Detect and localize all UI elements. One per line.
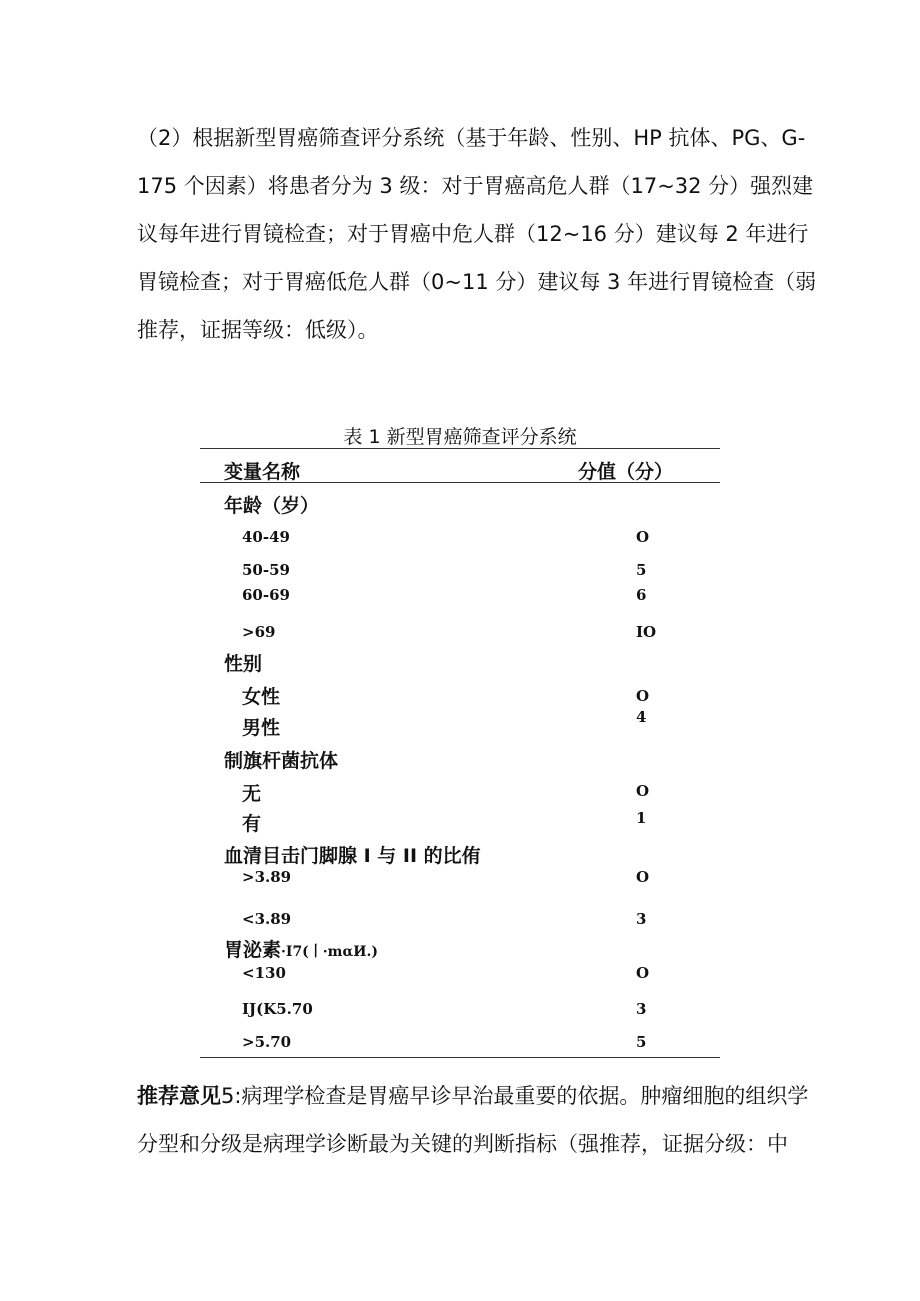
group-gastrin-unit: ·I7(丨·mαИ.) bbox=[281, 944, 378, 960]
table-row-value: IO bbox=[636, 623, 657, 641]
table-caption: 表 1 新型胃癌筛查评分系统 bbox=[343, 426, 577, 448]
table-row-label: 40-49 bbox=[242, 528, 290, 546]
table-row-label: 无 bbox=[242, 783, 262, 805]
table-row-label: 男性 bbox=[242, 717, 281, 739]
intro-line-3: 议每年进行胃镜检查；对于胃癌中危人群（12~16 分）建议每 2 年进行 bbox=[137, 222, 809, 246]
table-row-label: 50-59 bbox=[242, 561, 290, 579]
table-bottom-rule bbox=[200, 1057, 720, 1058]
intro-line-1: （2）根据新型胃癌筛查评分系统（基于年龄、性别、HP 抗体、PG、G- bbox=[137, 126, 806, 150]
table-row-value: 5 bbox=[636, 561, 647, 579]
table-row-label: 女性 bbox=[242, 686, 281, 708]
table-row-value: O bbox=[636, 964, 650, 982]
intro-line-5: 推荐，证据等级：低级）。 bbox=[137, 318, 379, 342]
table-row-label: 60-69 bbox=[242, 586, 290, 604]
recommendation-lead: 推荐意见 bbox=[137, 1084, 221, 1108]
recommendation-line-2: 分型和分级是病理学诊断最为关键的判断指标（强推荐，证据分级：中 bbox=[137, 1132, 788, 1156]
group-gastrin-name: 胃泌素 bbox=[224, 939, 282, 961]
table-row-value: 3 bbox=[636, 1000, 647, 1018]
table-row-value: 4 bbox=[636, 708, 647, 726]
table-row-label: <130 bbox=[242, 964, 286, 982]
group-gastrin bbox=[224, 935, 378, 962]
table-row-label: 有 bbox=[242, 813, 262, 835]
intro-line-4: 胃镜检查；对于胃癌低危人群（0~11 分）建议每 3 年进行胃镜检查（弱 bbox=[137, 270, 817, 294]
group-pg-ratio: 血清目击门脚腺 I 与 II 的比侑 bbox=[224, 845, 481, 867]
table-row-value: 1 bbox=[636, 809, 647, 827]
table-row-label: <3.89 bbox=[242, 910, 292, 928]
recommendation-line-1 bbox=[137, 1080, 808, 1110]
group-antibody: 制旗杆菌抗体 bbox=[224, 750, 339, 772]
table-top-rule bbox=[200, 448, 720, 449]
intro-line-2: 175 个因素）将患者分为 3 级：对于胃癌高危人群（17~32 分）强烈建 bbox=[137, 174, 814, 198]
group-age: 年龄（岁） bbox=[224, 495, 320, 517]
header-variable: 变量名称 bbox=[224, 461, 301, 483]
table-row-value: O bbox=[636, 528, 650, 546]
header-score: 分值（分） bbox=[578, 461, 674, 483]
table-row-label: >3.89 bbox=[242, 868, 292, 886]
table-row-label: >5.70 bbox=[242, 1033, 292, 1051]
table-row-value: 5 bbox=[636, 1033, 647, 1051]
recommendation-line-1-text: 5:病理学检查是胃癌早诊早治最重要的依据。肿瘤细胞的组织学 bbox=[221, 1084, 809, 1108]
table-row-value: O bbox=[636, 687, 650, 705]
table-row-label: IJ(K5.70 bbox=[242, 1000, 313, 1018]
table-row-value: 3 bbox=[636, 910, 647, 928]
table-row-value: O bbox=[636, 868, 650, 886]
group-sex: 性别 bbox=[224, 653, 263, 675]
table-row-label: >69 bbox=[242, 623, 276, 641]
table-row-value: 6 bbox=[636, 586, 647, 604]
table-row-value: O bbox=[636, 782, 650, 800]
